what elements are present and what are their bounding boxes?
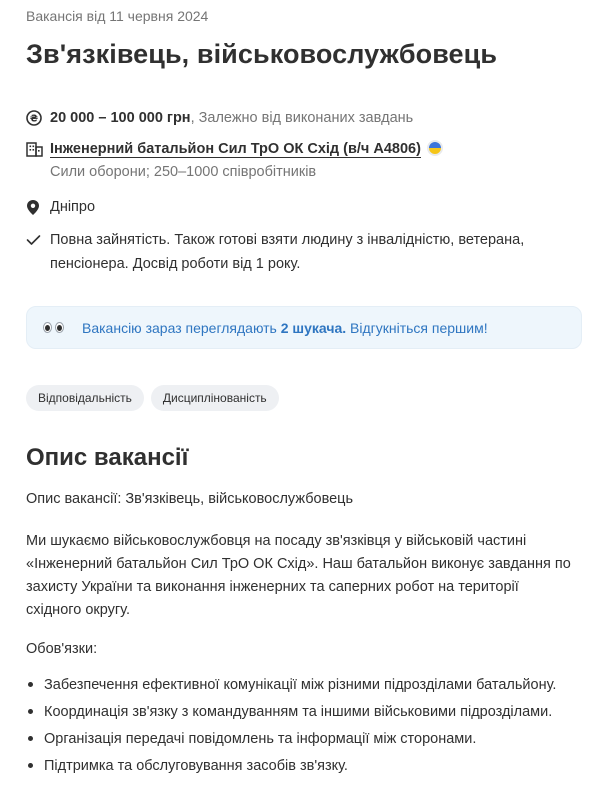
- company-meta: Сили оборони; 250–1000 співробітників: [50, 164, 317, 180]
- paragraph-line: захисту України та виконання інженерних та саперних робот на території: [26, 579, 519, 595]
- description-heading: Опис вакансії: [26, 444, 189, 471]
- tag-responsibility[interactable]: Відповідальність: [26, 385, 144, 411]
- skill-tags: [26, 385, 279, 411]
- bullet-icon: [28, 763, 33, 768]
- svg-text:₴: ₴: [29, 113, 39, 125]
- building-icon: [26, 137, 44, 161]
- list-item: Забезпечення ефективної комунікації між різними підрозділами батальйону.: [26, 671, 556, 698]
- list-item: Координація зв'язку з командуванням та іншими військовими підрозділами.: [26, 698, 556, 725]
- salary-row: ₴ 20 000 – 100 000 грн, Залежно від виконаних завдань: [26, 106, 413, 130]
- conditions-line-1: Повна зайнятість. Також готові взяти людину з інвалідністю, ветерана,: [50, 232, 525, 248]
- salary-amount: 20 000 – 100 000 грн: [50, 110, 191, 126]
- location-text: Дніпро: [50, 199, 96, 215]
- location-pin-icon: [26, 195, 44, 219]
- tag-discipline[interactable]: Дисциплінованість: [151, 385, 279, 411]
- list-item: Підтримка та обслуговування засобів зв'язку.: [26, 752, 556, 779]
- paragraph-line: «Інженерний батальйон Сил ТрО ОК Схід». Наш батальйон виконує завдання по: [26, 556, 571, 572]
- conditions-row: [26, 228, 524, 276]
- duties-list: [26, 671, 556, 779]
- ukraine-flag-icon: [427, 140, 443, 156]
- paragraph-line: східного округу.: [26, 602, 130, 618]
- bullet-icon: [28, 709, 33, 714]
- duties-label: Обов'язки:: [26, 641, 98, 657]
- description-paragraph: [26, 530, 586, 622]
- vacancy-date: Вакансія від 11 червня 2024: [26, 8, 209, 24]
- coin-icon: [26, 106, 44, 130]
- viewers-notice: [26, 306, 582, 349]
- notice-text-before: Вакансію зараз переглядають: [82, 319, 277, 336]
- company-row: [26, 137, 443, 161]
- location-row: [26, 195, 95, 219]
- paragraph-line: Ми шукаємо військовослужбовця на посаду зв'язківця у військовій частині: [26, 533, 527, 549]
- eyes-icon: [43, 322, 64, 333]
- vacancy-title: Зв'язківець, військовослужбовець: [26, 39, 498, 69]
- check-icon: [26, 228, 44, 252]
- list-item: Організація передачі повідомлень та інформації між сторонами.: [26, 725, 556, 752]
- conditions-line-2: пенсіонера. Досвід роботи від 1 року.: [50, 256, 301, 272]
- company-link[interactable]: Інженерний батальйон Сил ТрО ОК Схід (в/ч А4806): [50, 141, 421, 157]
- notice-text-after: Відгукніться першим!: [350, 319, 488, 336]
- bullet-icon: [28, 736, 33, 741]
- notice-count: 2 шукача.: [280, 319, 347, 336]
- description-intro: Опис вакансії: Зв'язківець, військовослужбовець: [26, 491, 354, 507]
- bullet-icon: [28, 682, 33, 687]
- salary-note: Залежно від виконаних завдань: [198, 110, 414, 126]
